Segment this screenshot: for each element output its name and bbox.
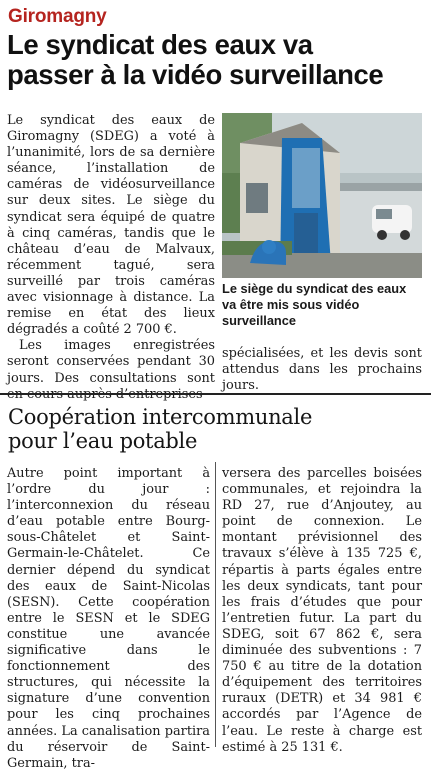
section-column-2 xyxy=(222,466,422,756)
headline-line-2: passer à la vidéo surveillance xyxy=(7,59,384,90)
article-column-2 xyxy=(222,346,422,394)
article-column-1 xyxy=(7,113,215,403)
article-paragraph-2: Les images enregistrées seront conservées pendant 30 jours. Des consultations sont xyxy=(7,338,215,386)
section-paragraph-2: versera des parcelles boisées communales, et rejoindra la RD 27, rue d’Anjoutey, au point de connexion. Le montant prévisionnel des travaux s’élève à 135 725 €, répartis à parts égales entre les deux syndicats, tant pour les frais d’études que pour l’entretien futur. La part du SDEG, soit 67 862 €, sera diminuée des subventions : 7 750 € au titre de la dotation d’équipement des territoires ruraux (DETR) et 34 981 € accordés par l’Agence de l’eau. Le reste à charge est estimé à 25 131 €. xyxy=(222,466,422,755)
building-photo-illustration xyxy=(222,113,422,278)
article-photo xyxy=(222,113,422,278)
section-headline-line-1: Coopération intercommunale xyxy=(8,405,313,429)
article-headline xyxy=(7,30,425,90)
article-kicker: Giromagny xyxy=(8,6,107,27)
headline-line-1: Le syndicat des eaux va xyxy=(7,29,313,60)
photo-caption: Le siège du syndicat des eaux va être mis sous vidéo surveillance xyxy=(222,281,407,328)
section-headline xyxy=(8,405,424,453)
section-divider xyxy=(0,393,431,395)
article-paragraph-1: Le syndicat des eaux de Giromagny (SDEG) a voté à l’unanimité, lors de sa dernière séance, l’installation de caméras de vidéosurveillance sur deux sites. Le siège du syndicat sera équipé de quatre à cinq caméras, tandis que le château d’eau de Malvaux, récemment tagué, sera surveillé par trois caméras avec visionnage à distance. La remise en état des lieux dégradés a coûté 2 700 €. xyxy=(7,113,215,338)
section-paragraph-1: Autre point important à l’ordre du jour : l’interconnexion du réseau d’eau potable entre Bourg-sous-Châtelet et Saint-Germain-le-Châtelet. Ce dernier dépend du syndicat des eaux de Saint-Nicolas (SESN). Cette coopération entre le SESN et le SDEG constitue une avancée significative dans le fonctionnement des structures, qui nécessite la signature d’une convention pour les cinq prochaines années. La canalisation partira du réservoir de Saint-Germain, tra- xyxy=(7,466,210,771)
column-divider xyxy=(215,462,216,747)
article-paragraph-continued: spécialisées, et les devis sont attendus dans les prochains jours. xyxy=(222,346,422,394)
section-column-1 xyxy=(7,466,210,772)
section-headline-line-2: pour l’eau potable xyxy=(8,429,198,453)
